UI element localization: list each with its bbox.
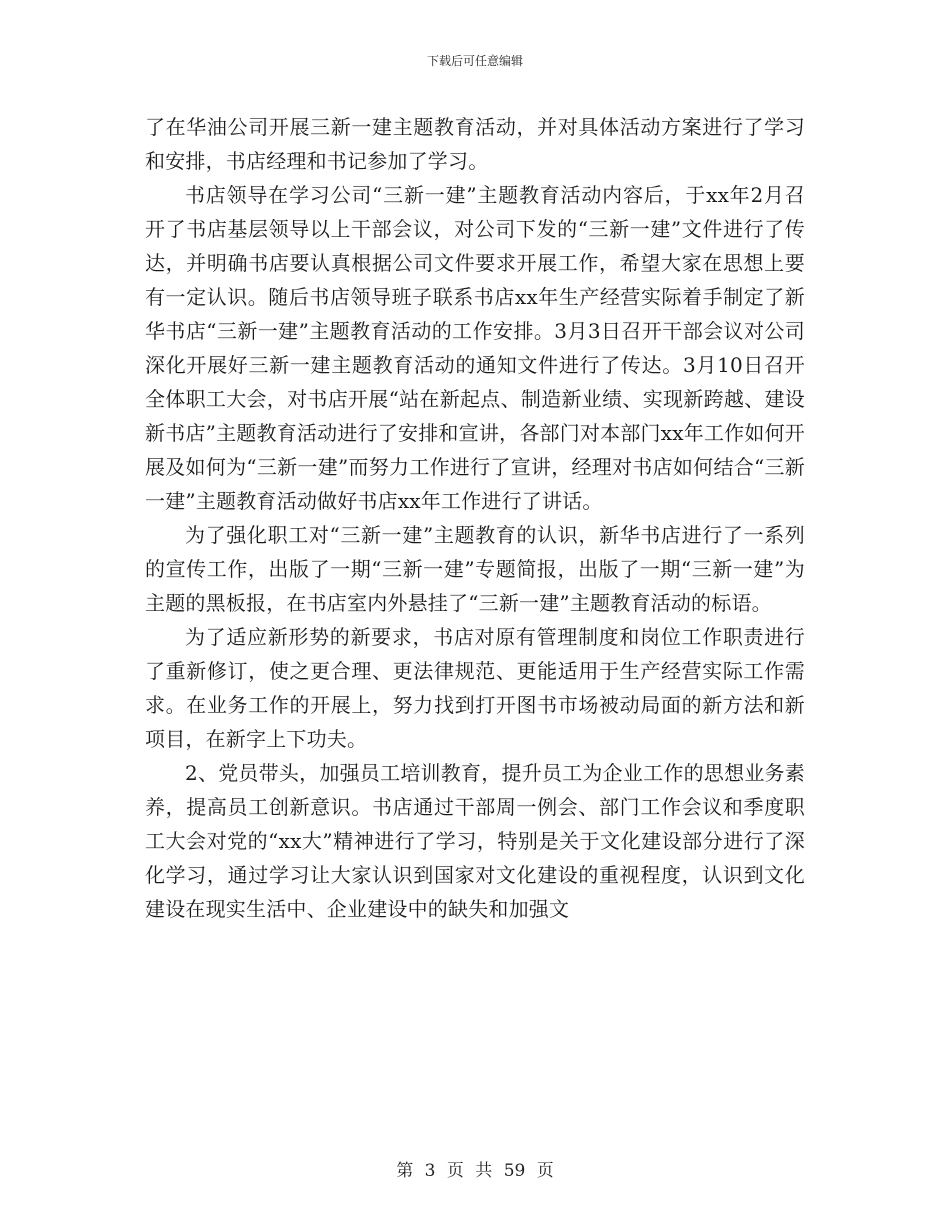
page-header: 下载后可任意编辑 bbox=[426, 54, 523, 68]
document-body bbox=[145, 110, 805, 926]
paragraph: 为了强化职工对“三新一建”主题教育的认识，新华书店进行了一系列的宣传工作，出版了一期“三新一建”专题简报，出版了一期“三新一建”为主题的黑板报，在书店室内外悬挂了“三新一建”主题教育活动的标语。 bbox=[145, 523, 805, 615]
paragraph: 为了适应新形势的新要求，书店对原有管理制度和岗位工作职责进行了重新修订，使之更合理、更法律规范、更能适用于生产经营实际工作需求。在业务工作的开展上，努力找到打开图书市场被动局面的新方法和新项目，在新字上下功夫。 bbox=[145, 625, 805, 751]
paragraph-continuation: 了在华油公司开展三新一建主题教育活动，并对具体活动方案进行了学习和安排，书店经理和书记参加了学习。 bbox=[145, 115, 805, 173]
paragraph: 书店领导在学习公司“三新一建”主题教育活动内容后，于xx年2月召开了书店基层领导以上干部会议，对公司下发的“三新一建”文件进行了传达，并明确书店要认真根据公司文件要求开展工作，希望大家在思想上要有一定认识。随后书店领导班子联系书店xx年生产经营实际着手制定了新华书店“三新一建”主题教育活动的工作安排。3月3日召开干部会议对公司深化开展好三新一建主题教育活动的通知文件进行了传达。3月10日召开全体职工大会，对书店开展“站在新起点、制造新业绩、实现新跨越、建设新书店”主题教育活动进行了安排和宣讲，各部门对本部门xx年工作如何开展及如何为“三新一建”而努力工作进行了宣讲，经理对书店如何结合“三新一建”主题教育活动做好书店xx年工作进行了讲话。 bbox=[145, 183, 805, 513]
paragraph: 2、党员带头，加强员工培训教育，提升员工为企业工作的思想业务素养，提高员工创新意识。书店通过干部周一例会、部门工作会议和季度职工大会对党的“xx大”精神进行了学习，特别是关于文化建设部分进行了深化学习，通过学习让大家认识到国家对文化建设的重视程度，认识到文化建设在现实生活中、企业建设中的缺失和加强文 bbox=[145, 761, 805, 921]
page-footer: 第 3 页 共 59 页 bbox=[396, 1161, 554, 1181]
